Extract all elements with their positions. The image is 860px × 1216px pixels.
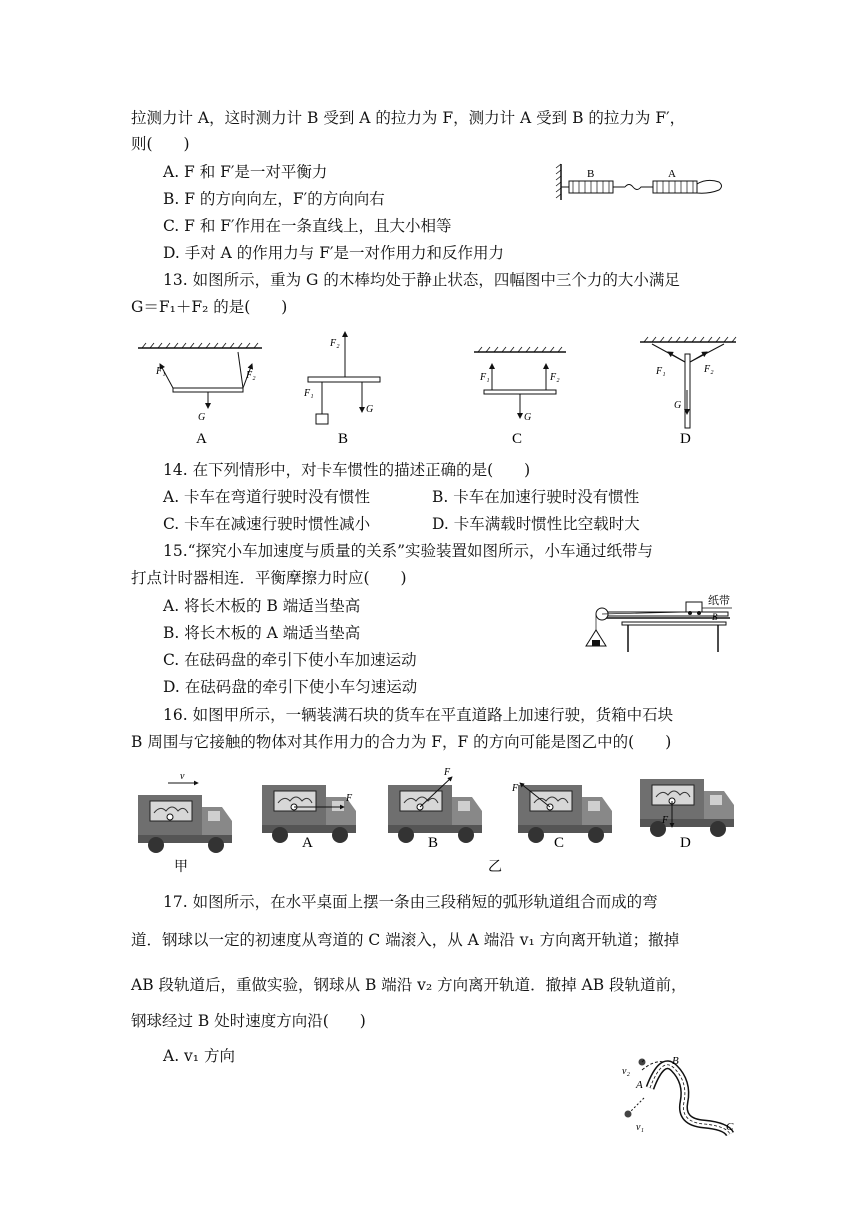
truck-c — [518, 785, 612, 843]
c-f-label: F — [512, 783, 519, 794]
curved-track-figure — [614, 1050, 744, 1145]
d-f2-label: F₂ — [704, 364, 714, 375]
d-g-label: G — [674, 400, 682, 411]
point-c-label: C — [726, 1121, 734, 1133]
b-f-label: F — [444, 767, 451, 778]
jia-label: 甲 — [174, 860, 188, 875]
point-a-label: A — [636, 1079, 643, 1091]
q12-stem-line1: 拉测力计 A，这时测力计 B 受到 A 的拉力为 F，测力计 A 受到 B 的拉力为 F′， — [131, 109, 686, 127]
c-f2-label: F₂ — [550, 372, 560, 383]
truck-d-label: D — [680, 835, 691, 851]
b-f2-label: F₂ — [330, 338, 340, 349]
v1-label: v₁ — [636, 1122, 644, 1133]
q14-option-b: B. 卡车在加速行驶时没有惯性 — [432, 488, 640, 506]
a-f2-label: F₂ — [246, 370, 256, 381]
q15-option-b: B. 将长木板的 A 端适当垫高 — [163, 624, 361, 642]
hand-icon — [697, 180, 722, 193]
b-g-label: G — [366, 404, 374, 415]
q16-stem-line2: B 周围与它接触的物体对其作用力的合力为 F，F 的方向可能是图乙中的( ) — [131, 733, 672, 751]
q14-option-c: C. 卡车在减速行驶时惯性减小 — [163, 515, 371, 533]
d-f-label: F — [662, 815, 669, 826]
b-f1-label: F₁ — [304, 388, 314, 399]
q17-stem-line3: AB 段轨道后，重做实验，钢球从 B 端沿 v₂ 方向离开轨道．撤掉 AB 段轨道前， — [131, 976, 687, 994]
q15-option-d: D. 在砝码盘的牵引下使小车匀速运动 — [163, 678, 418, 696]
q17-stem-line2: 道．钢球以一定的初速度从弯道的 C 端滚入，从 A 端沿 v₁ 方向离开轨道；撤掉 — [131, 931, 680, 949]
a-g-label: G — [198, 412, 206, 423]
yi-label: 乙 — [488, 860, 502, 875]
diagram-b-label: B — [338, 431, 349, 447]
v-label: v — [180, 771, 185, 782]
diagram-c-label: C — [512, 431, 523, 447]
a-f-label: F — [346, 793, 353, 804]
q17-stem-line4: 钢球经过 B 处时速度方向沿( ) — [131, 1012, 366, 1030]
diagram-b — [303, 332, 380, 447]
q17-stem-line1: 17. 如图所示，在水平桌面上摆一条由三段稍短的弧形轨道组合而成的弯 — [163, 893, 658, 911]
scale-a-label: A — [668, 168, 676, 180]
q12-option-a: A. F 和 F′是一对平衡力 — [163, 163, 328, 181]
q15-option-c: C. 在砝码盘的牵引下使小车加速运动 — [163, 651, 417, 669]
diagram-a-label: A — [196, 431, 207, 447]
truck-b-label: B — [428, 835, 439, 851]
diagram-c — [474, 347, 566, 447]
end-b-label: B — [712, 612, 718, 622]
truck-figure — [134, 765, 734, 875]
scale-b-label: B — [587, 168, 595, 180]
truck-a-label: A — [302, 835, 313, 851]
diagram-d-label: D — [680, 431, 691, 447]
q13-stem-line1: 13. 如图所示，重为 G 的木棒均处于静止状态，四幅图中三个力的大小满足 — [163, 271, 680, 289]
q12-stem-line2: 则( ) — [131, 135, 190, 153]
rod-force-figure — [130, 328, 740, 450]
q12-option-c: C. F 和 F′作用在一条直线上，且大小相等 — [163, 217, 452, 235]
d-f1-label: F₁ — [656, 366, 666, 377]
v2-label: v₂ — [622, 1066, 630, 1077]
q14-option-d: D. 卡车满载时惯性比空载时大 — [432, 515, 640, 533]
q12-option-b: B. F 的方向向左，F′的方向向右 — [163, 190, 385, 208]
cart-experiment-figure — [582, 590, 742, 656]
q14-option-a: A. 卡车在弯道行驶时没有惯性 — [163, 488, 371, 506]
q15-option-a: A. 将长木板的 B 端适当垫高 — [163, 597, 361, 615]
q12-option-d: D. 手对 A 的作用力与 F′是一对作用力和反作用力 — [163, 244, 504, 262]
q14-stem: 14. 在下列情形中，对卡车惯性的描述正确的是( ) — [163, 461, 531, 479]
truck-jia — [138, 795, 232, 853]
tape-label: 纸带 — [708, 595, 730, 607]
q17-option-a: A. v₁ 方向 — [163, 1047, 235, 1065]
q15-stem-line2: 打点计时器相连．平衡摩擦力时应( ) — [131, 569, 407, 587]
c-f1-label: F₁ — [480, 372, 490, 383]
q13-stem-line2: G＝F₁＋F₂ 的是( ) — [131, 298, 288, 316]
q16-stem-line1: 16. 如图甲所示，一辆装满石块的货车在平直道路上加速行驶，货箱中石块 — [163, 706, 674, 724]
truck-c-label: C — [554, 835, 565, 851]
truck-d — [640, 779, 734, 837]
c-g-label: G — [524, 412, 532, 423]
spring-scale-figure — [555, 160, 725, 204]
q15-stem-line1: 15.“探究小车加速度与质量的关系”实验装置如图所示，小车通过纸带与 — [163, 542, 654, 560]
a-f1-label: F₁ — [156, 366, 166, 377]
diagram-d — [640, 337, 736, 447]
diagram-a — [138, 343, 262, 447]
point-b-label: B — [672, 1055, 679, 1067]
